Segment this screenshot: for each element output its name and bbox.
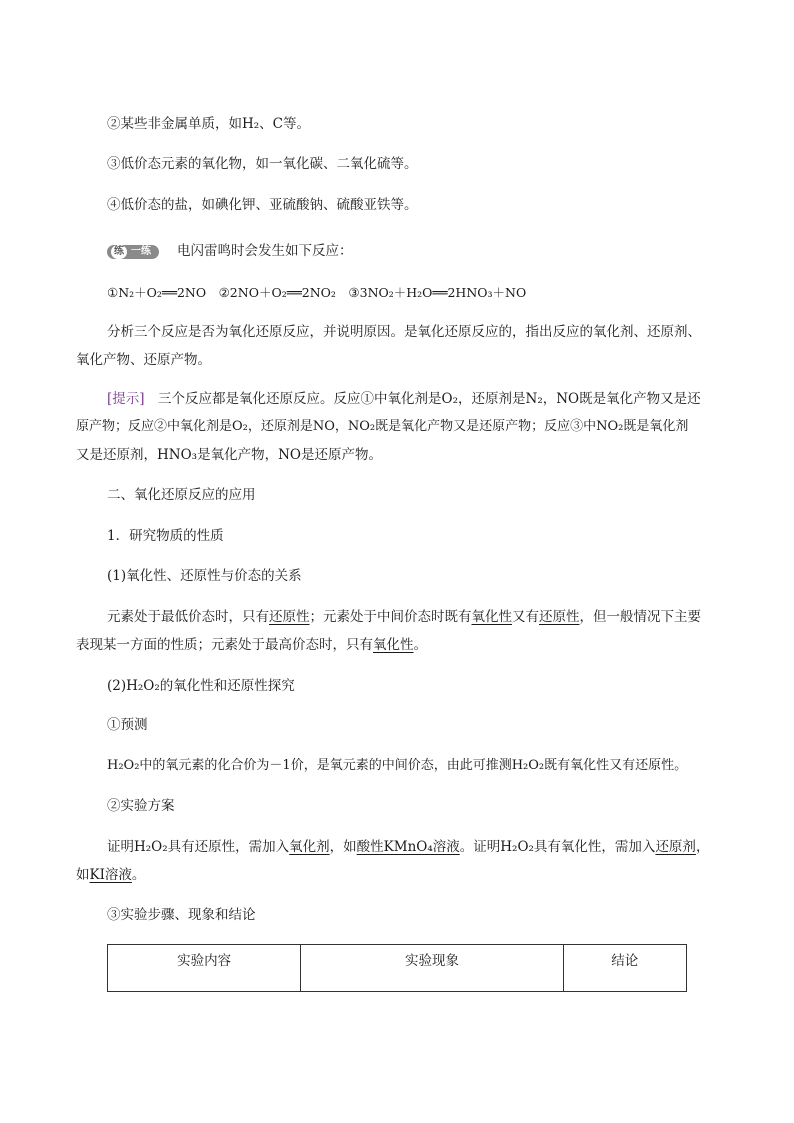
text-line: ①预测 bbox=[107, 717, 148, 733]
hint-label: [提示] bbox=[107, 391, 145, 407]
reaction-equations: ①N₂＋O₂══2NO ②2NO＋O₂══2NO₂ ③3NO₂＋H₂O══2HNO₃＋NO bbox=[107, 285, 527, 300]
subsection-heading: (2)H₂O₂的氧化性和还原性探究 bbox=[107, 678, 295, 694]
text-line: ③实验步骤、现象和结论 bbox=[107, 907, 256, 923]
practice-text: 电闪雷鸣时会发生如下反应： bbox=[177, 243, 353, 259]
relation-line-2: 表现某一方面的性质；元素处于最高价态时，只有氧化性。 bbox=[76, 637, 427, 653]
text-line: ②某些非金属单质，如H₂、C等。 bbox=[107, 116, 311, 132]
plan-line-2: 如KI溶液。 bbox=[76, 867, 146, 883]
practice-badge: 练 一练 bbox=[107, 245, 159, 259]
table-header-cell: 结论 bbox=[563, 945, 686, 992]
section-heading: 二、氧化还原反应的应用 bbox=[107, 487, 256, 503]
question-line-1: 分析三个反应是否为氧化还原反应，并说明原因。是氧化还原反应的，指出反应的氧化剂、还原剂、 bbox=[107, 324, 701, 340]
experiment-table bbox=[107, 944, 687, 992]
answer-blank: KI溶液 bbox=[89, 867, 132, 883]
table-header-row bbox=[108, 945, 687, 992]
practice-line bbox=[107, 237, 719, 265]
answer-blank: 氧化性 bbox=[471, 609, 512, 625]
answer-blank: 还原性 bbox=[539, 609, 580, 625]
answer-blank: 还原剂 bbox=[655, 839, 696, 855]
plan-line-1: 证明H₂O₂具有还原性，需加入氧化剂，如酸性KMnO₄溶液。证明H₂O₂具有氧化性，需加入还原剂， bbox=[107, 839, 710, 855]
hint-line-1: [提示] 三个反应都是氧化还原反应。反应①中氧化剂是O₂，还原剂是N₂，NO既是氧化产物又是还 bbox=[107, 391, 701, 407]
text-line: H₂O₂中的氧元素的化合价为－1价，是氧元素的中间价态，由此可推测H₂O₂既有氧化性又有还原性。 bbox=[107, 758, 688, 773]
answer-blank: 酸性KMnO₄溶液 bbox=[356, 839, 460, 855]
hint-line-2: 原产物；反应②中氧化剂是O₂，还原剂是NO，NO₂既是氧化产物又是还原产物；反应③中NO₂既是氧化剂 bbox=[76, 419, 689, 434]
subsection-heading: 1．研究物质的性质 bbox=[107, 528, 224, 544]
subsection-heading: (1)氧化性、还原性与价态的关系 bbox=[107, 568, 302, 584]
table-header-cell: 实验内容 bbox=[108, 945, 301, 992]
text-line: ④低价态的盐，如碘化钾、亚硫酸钠、硫酸亚铁等。 bbox=[107, 197, 418, 213]
question-line-2: 氧化产物、还原产物。 bbox=[76, 352, 211, 368]
table-header-cell: 实验现象 bbox=[301, 945, 563, 992]
answer-blank: 氧化剂 bbox=[289, 839, 330, 855]
answer-blank: 氧化性 bbox=[373, 637, 414, 653]
text-line: ③低价态元素的氧化物，如一氧化碳、二氧化硫等。 bbox=[107, 156, 418, 172]
relation-line-1: 元素处于最低价态时，只有还原性；元素处于中间价态时既有氧化性又有还原性，但一般情况下主要 bbox=[107, 609, 701, 625]
answer-blank: 还原性 bbox=[269, 609, 310, 625]
hint-line-3: 又是还原剂，HNO₃是氧化产物，NO是还原产物。 bbox=[76, 447, 382, 463]
text-line: ②实验方案 bbox=[107, 798, 175, 814]
